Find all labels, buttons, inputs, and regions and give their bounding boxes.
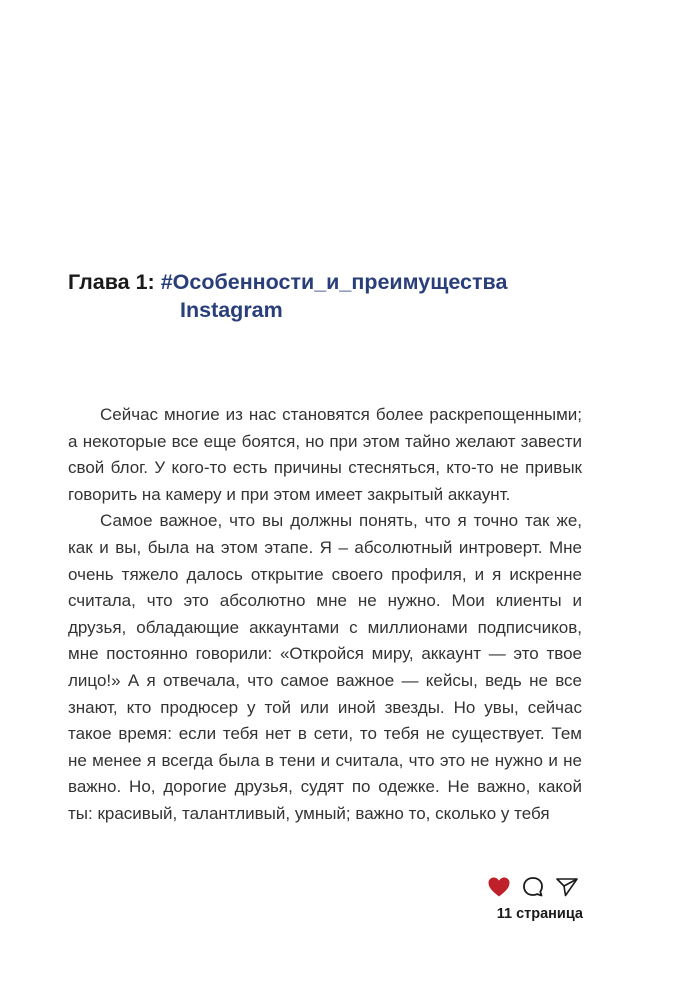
footer-icons — [487, 876, 583, 898]
body-text — [68, 402, 582, 828]
send-icon — [555, 876, 579, 898]
chapter-title-line1: #Особенности_и_преимущества — [160, 270, 508, 294]
heart-icon — [487, 876, 511, 898]
chapter-title-line2: Instagram — [180, 298, 283, 322]
paragraph: Сейчас многие из нас становятся более раскрепощенными; а некоторые все еще боятся, но при этом тайно желают завести свой блог. У кого-то есть причины стесняться, кто-то не привык говорить на камеру и при этом имеет закрытый аккаунт. — [68, 405, 582, 504]
chapter-heading — [68, 268, 588, 324]
comment-icon — [521, 876, 545, 898]
page-number: 11 страница — [496, 906, 583, 922]
paragraph: Самое важное, что вы должны понять, что я точно так же, как и вы, была на этом этапе. Я – абсолютный интроверт. Мне очень тяжело далось открытие своего профиля, и я искренне считала, что это абсолютно мне не нужно. Мои клиенты и друзья, обладающие аккаунтами с миллионами подписчиков, мне постоянно говорили: «Откройся миру, аккаунт — это твое лицо!» А я отвечала, что самое важное — кейсы, ведь не все знают, кто продюсер у той или иной звезды. Но увы, сейчас такое время: если тебя нет в сети, то тебя не существует. Тем не менее я всегда была в тени и считала, что это не нужно и не важно. Но, дорогие друзья, судят по одежке. Не важно, какой ты: красивый, талантливый, умный; важно то, сколько у тебя — [68, 511, 582, 823]
chapter-label: Глава 1: — [68, 270, 161, 294]
